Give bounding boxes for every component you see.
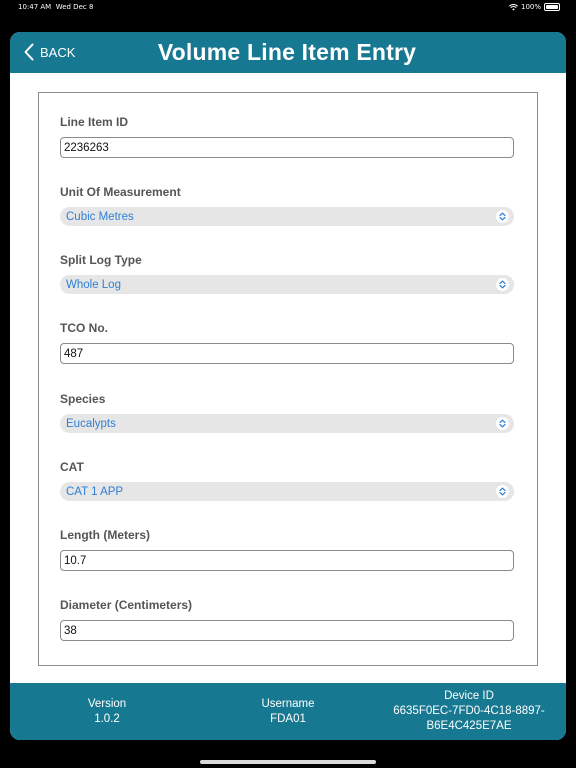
split-log-type-field <box>60 253 516 294</box>
length-label: Length (Meters) <box>60 528 150 542</box>
back-label: BACK <box>40 44 76 60</box>
form-card <box>38 92 538 666</box>
unit-of-measurement-label: Unit Of Measurement <box>60 185 181 199</box>
diameter-input[interactable] <box>60 620 514 641</box>
unit-of-measurement-field <box>60 185 516 226</box>
chevron-up-down-icon <box>496 278 509 291</box>
page-title: Volume Line Item Entry <box>157 39 417 65</box>
device-id-value-line1: 6635F0EC-7FD0-4C18-8897- <box>393 705 545 717</box>
username-label: Username <box>261 697 315 710</box>
device-id-value-line2: B6E4C425E7AE <box>426 720 512 732</box>
device-id-label: Device ID <box>444 690 494 702</box>
split-log-type-label: Split Log Type <box>60 253 142 267</box>
device-id-info <box>385 683 553 740</box>
home-indicator[interactable] <box>200 760 376 764</box>
battery-icon <box>544 3 560 11</box>
chevron-up-down-icon <box>496 485 509 498</box>
split-log-type-value: Whole Log <box>66 278 121 291</box>
cat-value: CAT 1 APP <box>66 485 124 498</box>
length-input[interactable] <box>60 550 514 571</box>
wifi-icon <box>509 4 518 11</box>
version-info <box>65 683 149 740</box>
chevron-up-down-icon <box>496 210 509 223</box>
unit-of-measurement-value: Cubic Metres <box>66 210 134 223</box>
unit-of-measurement-select[interactable] <box>60 207 514 226</box>
version-label: Version <box>87 697 127 710</box>
username-value: FDA01 <box>270 712 306 725</box>
length-field <box>60 528 516 571</box>
status-bar <box>0 0 576 14</box>
split-log-type-select[interactable] <box>60 275 514 294</box>
header-bar <box>10 32 566 73</box>
status-time: 10:47 AM Wed Dec 8 <box>18 3 94 11</box>
tco-no-input[interactable] <box>60 343 514 364</box>
chevron-up-down-icon <box>496 417 509 430</box>
tco-no-label: TCO No. <box>60 321 108 335</box>
species-value: Eucalypts <box>66 417 116 430</box>
line-item-id-field <box>60 115 516 158</box>
line-item-id-input[interactable] <box>60 137 514 158</box>
tco-no-field <box>60 321 516 364</box>
cat-select[interactable] <box>60 482 514 501</box>
version-value: 1.0.2 <box>94 712 120 725</box>
species-field <box>60 392 516 433</box>
diameter-field <box>60 598 516 641</box>
cat-field <box>60 460 516 501</box>
app-window <box>10 32 566 740</box>
diameter-label: Diameter (Centimeters) <box>60 598 193 612</box>
species-label: Species <box>60 392 106 406</box>
cat-label: CAT <box>60 460 84 474</box>
status-right <box>509 3 560 11</box>
footer-bar <box>10 683 566 740</box>
line-item-id-label: Line Item ID <box>60 115 129 129</box>
species-select[interactable] <box>60 414 514 433</box>
battery-percent: 100% <box>520 3 541 11</box>
username-info <box>237 683 339 740</box>
